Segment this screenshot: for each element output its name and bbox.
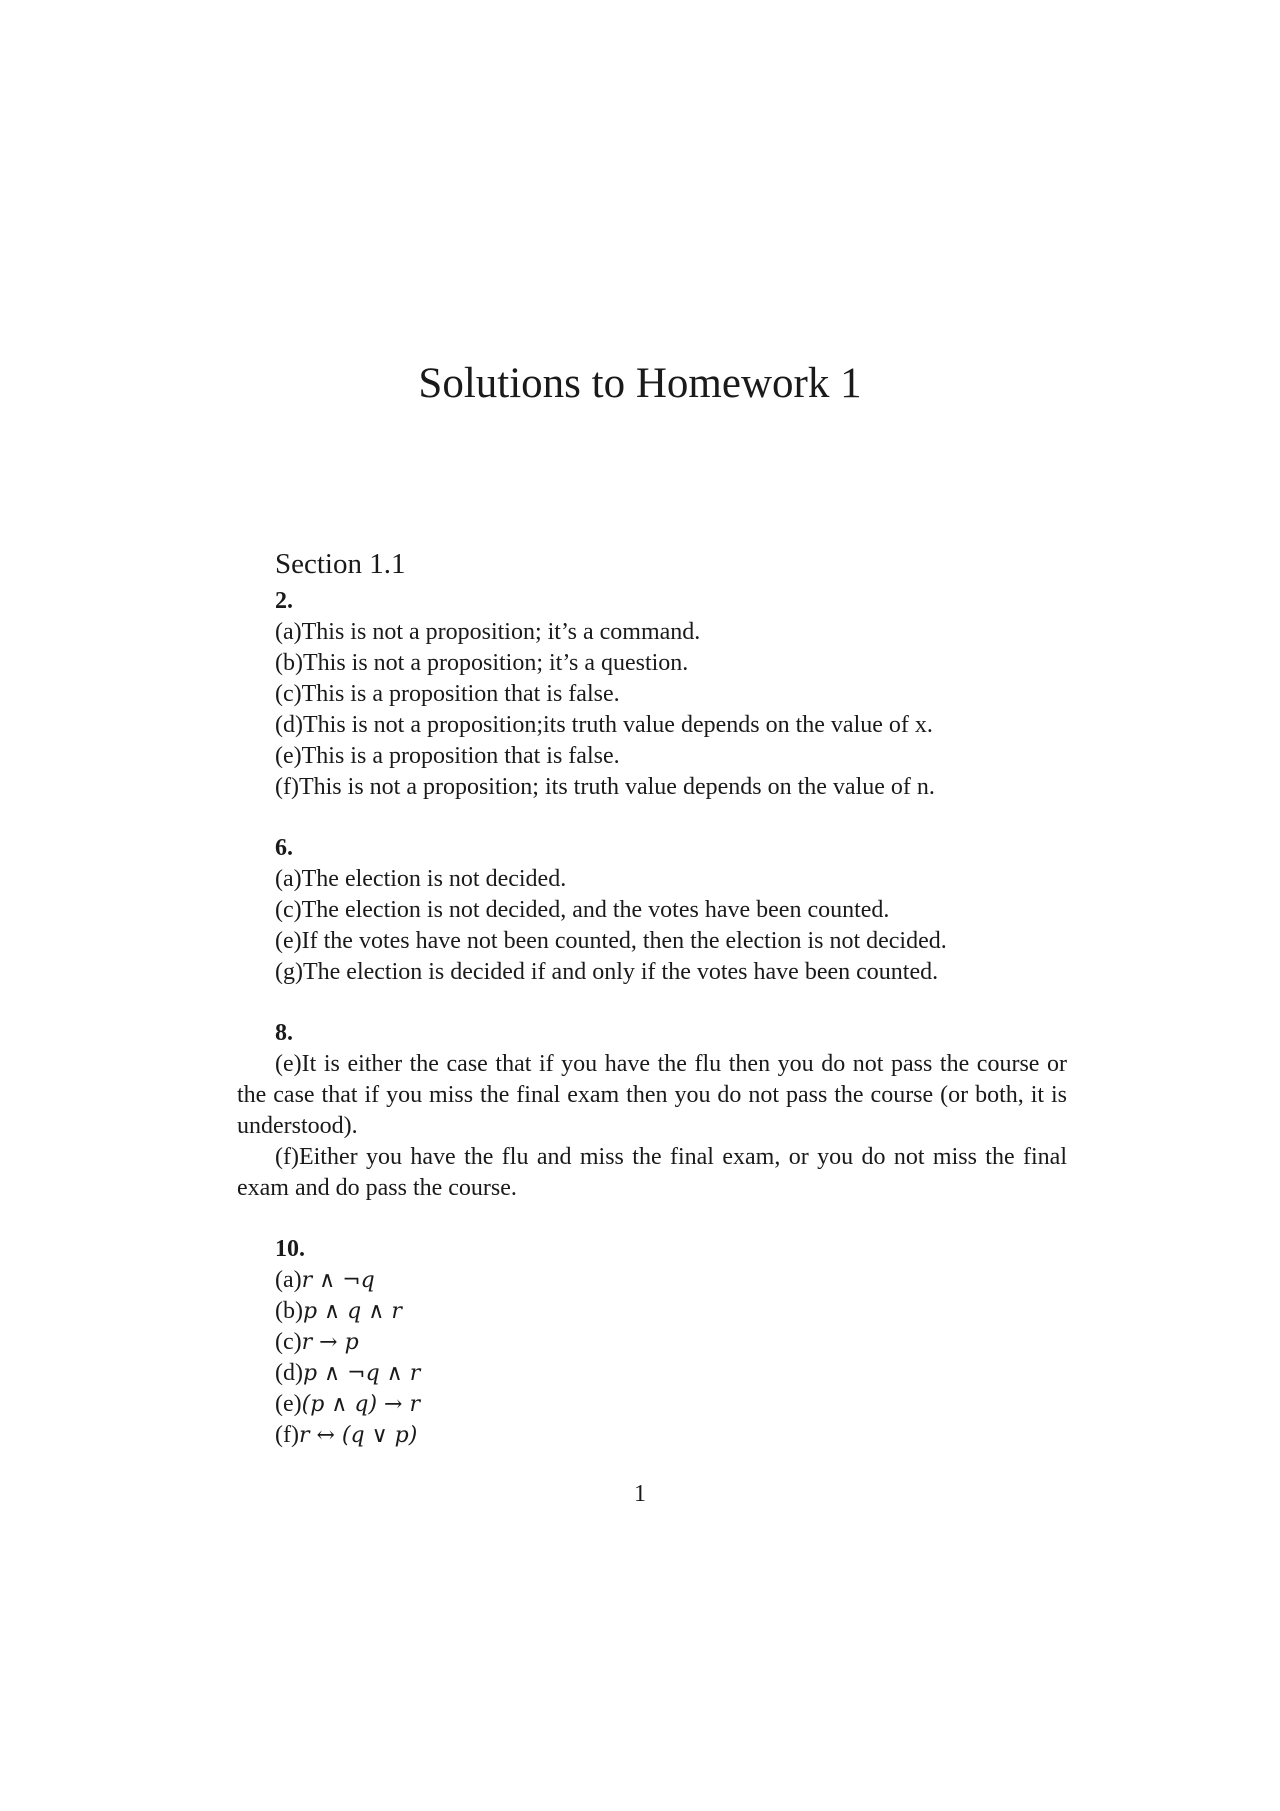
page-number: 1	[634, 1481, 646, 1507]
problem-number: 8.	[275, 1020, 293, 1046]
document-title: Solutions to Homework 1	[418, 360, 862, 407]
answer-line: (b)This is not a proposition; it’s a question.	[275, 650, 689, 676]
problem-number: 6.	[275, 835, 293, 861]
problem-2	[275, 586, 1075, 803]
answer-line: (g)The election is decided if and only if the votes have been counted.	[275, 959, 939, 985]
answer-line: (e)This is a proposition that is false.	[275, 743, 620, 769]
formula-line	[275, 1327, 1075, 1358]
formula-line	[275, 1389, 1075, 1420]
formula-label: (a)	[275, 1267, 302, 1293]
formula-label: (f)	[275, 1422, 299, 1448]
answer-line: (e)If the votes have not been counted, then the election is not decided.	[275, 928, 947, 954]
answer-line: (c)The election is not decided, and the votes have been counted.	[275, 897, 890, 923]
formula-expression: p ∧ ¬q ∧ r	[302, 1361, 421, 1386]
formula-line	[275, 1420, 1075, 1451]
problem-number: 2.	[275, 588, 293, 614]
answer-paragraph: (e)It is either the case that if you have the flu then you do not pass the course or the case that if you miss the final exam then you do not pass the course (or both, it is understood).	[237, 1051, 1067, 1139]
problem-6	[275, 833, 1075, 988]
formula-label: (b)	[275, 1298, 303, 1324]
formula-expression: (p ∧ q) → r	[301, 1392, 420, 1417]
formula-line	[275, 1296, 1075, 1327]
formula-expression: r ↔ (q ∨ p)	[298, 1423, 418, 1448]
formula-line	[275, 1358, 1075, 1389]
formula-expression: r ∧ ¬q	[301, 1268, 375, 1293]
problem-8-heading	[275, 1018, 1075, 1049]
formula-expression: r → p	[301, 1330, 359, 1355]
answer-paragraph: (f)Either you have the flu and miss the final exam, or you do not miss the final exam and do pass the course.	[237, 1144, 1067, 1201]
formula-label: (d)	[275, 1360, 303, 1386]
formula-expression: p ∧ q ∧ r	[302, 1299, 402, 1324]
answer-line: (a)The election is not decided.	[275, 866, 567, 892]
formula-line	[275, 1265, 1075, 1296]
answer-line: (c)This is a proposition that is false.	[275, 681, 620, 707]
formula-label: (c)	[275, 1329, 302, 1355]
problem-10	[275, 1234, 1075, 1451]
answer-line: (f)This is not a proposition; its truth value depends on the value of n.	[275, 774, 935, 800]
problem-number: 10.	[275, 1236, 305, 1262]
answer-line: (d)This is not a proposition;its truth value depends on the value of x.	[275, 712, 933, 738]
formula-label: (e)	[275, 1391, 302, 1417]
answer-line: (a)This is not a proposition; it’s a command.	[275, 619, 701, 645]
section-heading: Section 1.1	[275, 548, 406, 580]
